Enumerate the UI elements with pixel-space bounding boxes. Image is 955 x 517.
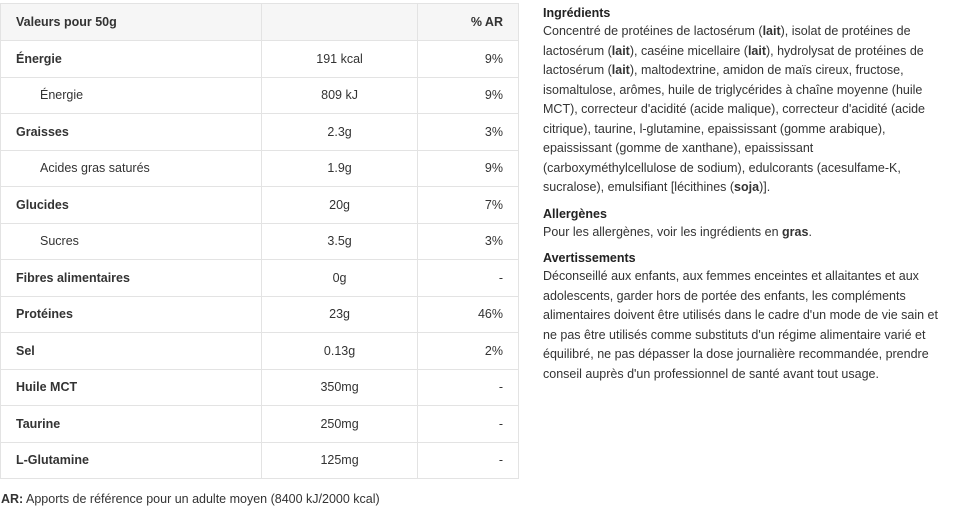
nutrient-value: 0.13g <box>261 333 418 370</box>
footnote-label: AR: <box>1 492 24 506</box>
nutrient-name: L-Glutamine <box>1 442 262 479</box>
text-segment: Pour les allergènes, voir les ingrédients en <box>543 224 783 239</box>
nutrient-value: 23g <box>261 296 418 333</box>
footnote <box>1 492 380 506</box>
nutrition-row <box>1 260 519 297</box>
nutrient-ar: 3% <box>418 223 519 260</box>
nutrient-value: 350mg <box>261 369 418 406</box>
allergens-title: Allergènes <box>543 206 607 221</box>
text-segment: ), caséine micellaire ( <box>629 43 748 58</box>
nutrient-ar: 3% <box>418 114 519 151</box>
nutrient-ar: 9% <box>418 77 519 114</box>
nutrient-value: 2.3g <box>261 114 418 151</box>
nutrition-row <box>1 41 519 78</box>
nutrient-name: Énergie <box>1 41 262 78</box>
allergen-highlight: lait <box>611 43 630 58</box>
nutrient-ar: 9% <box>418 41 519 78</box>
nutrition-row <box>1 369 519 406</box>
text-segment: . <box>808 224 812 239</box>
allergen-highlight: soja <box>734 180 760 194</box>
nutrient-ar: 9% <box>418 150 519 187</box>
text-segment: Concentré de protéines de lactosérum ( <box>543 24 763 38</box>
nutrient-name: Sucres <box>1 223 262 260</box>
nutrition-row <box>1 333 519 370</box>
header-value <box>261 4 418 41</box>
nutrient-name: Acides gras saturés <box>1 150 262 187</box>
nutrient-value: 20g <box>261 187 418 224</box>
nutrition-row <box>1 442 519 479</box>
nutrition-row <box>1 77 519 114</box>
allergen-highlight: lait <box>611 63 630 77</box>
nutrient-ar: 7% <box>418 187 519 224</box>
nutrient-value: 250mg <box>261 406 418 443</box>
warnings-text: Déconseillé aux enfants, aux femmes enceintes et allaitantes et aux adolescents, garder hors de portée des enfants, les compléments alimentaires doivent être utilisés dans le cadre d'un mode de vie sain et ne pas être utilisés comme substituts d'un régime alimentaire varié et équilibré, ne pas dépasser la dose journalière recommandée, prendre conseil auprès d'un professionnel de santé avant tout usage. <box>543 269 938 381</box>
nutrition-header-row <box>1 4 519 41</box>
nutrient-ar: - <box>418 260 519 297</box>
nutrient-value: 3.5g <box>261 223 418 260</box>
allergen-highlight: lait <box>762 24 781 38</box>
ingredients-text <box>543 22 948 198</box>
text-segment: ), isolat de protéines de lactosérum ( <box>543 24 911 58</box>
footnote-text: Apports de référence pour un adulte moyen (8400 kJ/2000 kcal) <box>23 492 380 506</box>
allergen-highlight: gras <box>782 224 809 239</box>
nutrition-body <box>1 41 519 479</box>
nutrient-ar: - <box>418 406 519 443</box>
nutrient-value: 191 kcal <box>261 41 418 78</box>
nutrient-name: Huile MCT <box>1 369 262 406</box>
header-ar: % AR <box>418 4 519 41</box>
text-segment: ), maltodextrine, amidon de maïs cireux, fructose, isomaltulose, arômes, huile de triglycérides à chaîne moyenne (huile MCT), correcteur d'acidité (acide malique), correcteur d'acidité (acide citrique), taurine, l-glutamine, epaississant (gomme arabique), epaississant (gomme de xanthane), epaississant (carboxyméthylcellulose de sodium), edulcorants (acesulfame-K, sucralose), emulsifiant [lécithines ( <box>543 63 926 194</box>
nutrition-table <box>0 3 519 479</box>
product-info <box>543 5 948 392</box>
nutrient-name: Fibres alimentaires <box>1 260 262 297</box>
text-segment: )]. <box>759 180 771 194</box>
nutrient-name: Protéines <box>1 296 262 333</box>
nutrition-row <box>1 296 519 333</box>
nutrient-ar: - <box>418 369 519 406</box>
nutrient-value: 1.9g <box>261 150 418 187</box>
allergens-text <box>543 223 948 243</box>
nutrient-name: Sel <box>1 333 262 370</box>
nutrition-row <box>1 406 519 443</box>
nutrition-row <box>1 150 519 187</box>
ingredients-title: Ingrédients <box>543 6 611 20</box>
allergen-highlight: lait <box>747 43 766 58</box>
nutrient-name: Énergie <box>1 77 262 114</box>
nutrient-ar: 2% <box>418 333 519 370</box>
nutrient-value: 125mg <box>261 442 418 479</box>
nutrient-name: Glucides <box>1 187 262 224</box>
nutrient-name: Graisses <box>1 114 262 151</box>
header-name: Valeurs pour 50g <box>1 4 262 41</box>
text-segment: ), hydrolysat de protéines de lactosérum ( <box>543 43 924 77</box>
nutrition-row <box>1 223 519 260</box>
nutrient-value: 0g <box>261 260 418 297</box>
nutrient-name: Taurine <box>1 406 262 443</box>
nutrition-row <box>1 187 519 224</box>
warnings-title: Avertissements <box>543 251 636 265</box>
nutrient-ar: - <box>418 442 519 479</box>
nutrient-ar: 46% <box>418 296 519 333</box>
nutrient-value: 809 kJ <box>261 77 418 114</box>
nutrition-row <box>1 114 519 151</box>
